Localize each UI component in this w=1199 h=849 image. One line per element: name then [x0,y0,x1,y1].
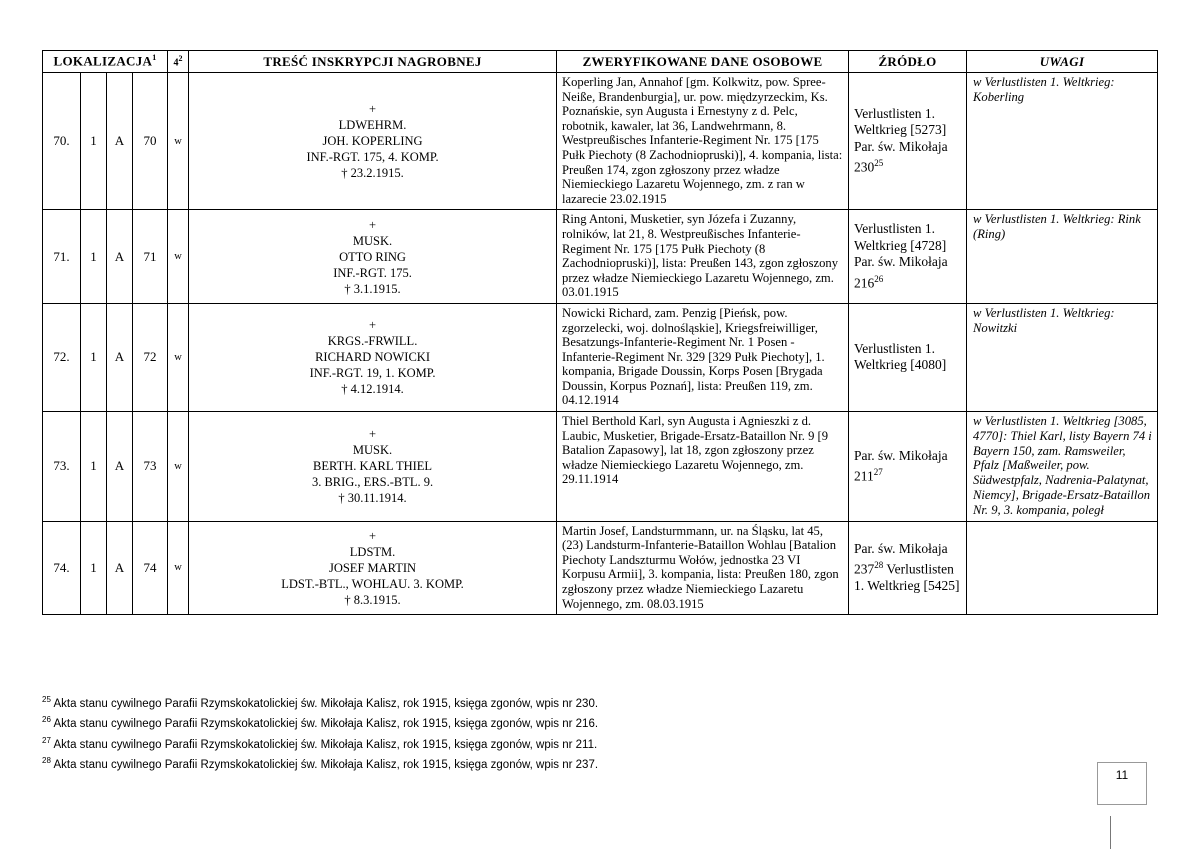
footnote-number: 28 [42,755,51,765]
header-remarks: UWAGI [967,51,1158,73]
col4-cell: w [168,521,189,615]
header-col4-label: 4 [173,57,179,69]
inscription-line: MUSK. [352,443,393,458]
inscription-line: KRGS.-FRWILL. [327,334,418,349]
header-col4 [168,51,189,73]
inscription-line: JOSEF MARTIN [328,560,417,575]
inscription-line: † 4.12.1914. [341,382,404,397]
record-number-cell: 74. [43,521,81,615]
personal-data-cell: Thiel Berthold Karl, syn Augusta i Agnieszki z d. Laubic, Musketier, Brigade-Ersatz-Bataillon Nr. 9 [9 Batalion Zapasowy], lat 18, zgon zgłoszony przez władze Niemieckiego Lazaretu Wojennego, zm. 29.11.1914 [557,412,849,522]
header-inscription: TREŚĆ INSKRYPCJI NAGROBNEJ [189,51,557,73]
inscription-line: + [369,427,377,442]
record-row [43,73,1158,210]
footnote: $^{28}$ Akta stanu cywilnego Parafii Rzymskokatolickiej św. Mikołaja Kalisz, rok 1915, księga zgonów, wpis nr 237. [42,755,599,771]
inscription-line: BERTH. KARL THIEL [313,459,433,474]
location-grave-cell: 72 [133,303,168,411]
location-cemetery-cell: 1 [81,412,107,522]
remarks-cell: w Verlustlisten 1. Weltkrieg [3085, 4770]: Thiel Karl, listy Bayern 74 i Bayern 150, zam. Ramsweiler, Pfalz [Maßweiler, pow. Südwestpfalz, Nadrenia-Palatynat, Niemcy], Brigade-Ersatz-Bataillon Nr. 9, 3. kompania, poległ [967,412,1158,522]
col4-cell: w [168,412,189,522]
footnote-ref: 26 [874,273,884,284]
col4-cell: w [168,73,189,210]
inscription-cell [189,303,557,411]
record-number-cell: 71. [43,210,81,304]
footnote-ref: 27 [873,467,883,478]
inscription-line: MUSK. [352,233,393,248]
burial-records-table [42,50,1158,615]
location-grave-cell: 73 [133,412,168,522]
remarks-cell [967,521,1158,615]
location-sector-cell: A [107,73,133,210]
inscription-line: LDST.-BTL., WOHLAU. 3. KOMP. [281,576,464,591]
source-entry: Verlustlisten 1. Weltkrieg [4728] [854,221,947,253]
inscription-line: INF.-RGT. 19, 1. KOMP. [309,366,436,381]
source-cell [849,303,967,411]
source-cell [849,412,967,522]
inscription-line: LDSTM. [349,544,396,559]
bottom-margin-line [1110,816,1111,849]
remarks-cell: w Verlustlisten 1. Weltkrieg: Rink (Ring) [967,210,1158,304]
personal-data-cell: Martin Josef, Landsturmmann, ur. na Śląsku, lat 45, (23) Landsturm-Infanterie-Bataillon Wohlau [Batalion Piechoty Landszturmu Wołów, jednostka 23 VI Korpusu Armii], 3. kompania, lista: Preußen 180, zgon zgłoszony przez władze Niemieckiego Lazaretu Wojennego, zm. 08.03.1915 [557,521,849,615]
col4-cell: w [168,303,189,411]
inscription-cell [189,210,557,304]
location-grave-cell: 74 [133,521,168,615]
personal-data-cell: Koperling Jan, Annahof [gm. Kolkwitz, pow. Spree-Neiße, Brandenburgia], ur. pow. międzyrzeckim, Ks. Poznańskie, syn Augusta i Ernestyny z d. Pelc, robotnik, kawaler, lat 36, Landwehrmann, 8. Westpreußisches Infanterie-Regiment Nr. 175 [175 Pułk Piechoty (8 Zachodniopruski)], 4. kompania, lista: Preußen 174, zgon zgłoszony przez władze Niemieckiego Lazaretu Wojennego, zm. z ran w lazarecie 23.02.1915 [557,73,849,210]
location-cemetery-cell: 1 [81,521,107,615]
record-number-cell: 72. [43,303,81,411]
inscription-cell [189,521,557,615]
source-entry: Verlustlisten 1. Weltkrieg [4080] [854,340,947,373]
footnote-number: 25 [42,695,51,704]
source-cell [849,210,967,304]
source-cell [849,521,967,615]
location-sector-cell: A [107,521,133,615]
header-personal-data: ZWERYFIKOWANE DANE OSOBOWE [557,51,849,73]
source-cell [849,73,967,210]
record-number-cell: 73. [43,412,81,522]
source-entry: Verlustlisten 1. Weltkrieg [5273] [854,105,947,138]
inscription-line: LDWEHRM. [338,118,407,133]
remarks-cell: w Verlustlisten 1. Weltkrieg: Nowitzki [967,303,1158,411]
record-row [43,303,1158,411]
source-entry: Par. św. Mikołaja 237 [854,540,948,577]
source-entry: Verlustlisten 1. Weltkrieg [5425] [854,561,960,594]
location-grave-cell: 71 [133,210,168,304]
inscription-line: + [369,318,377,333]
location-sector-cell: A [107,210,133,304]
location-cemetery-cell: 1 [81,303,107,411]
header-row [43,51,1158,73]
footnote-ref: 25 [874,158,884,169]
footnote-number: 27 [42,735,51,745]
inscription-line: INF.-RGT. 175, 4. KOMP. [306,150,439,165]
header-col4-footnote-ref: 2 [178,54,183,64]
location-grave-cell: 70 [133,73,168,210]
inscription-line: JOH. KOPERLING [322,134,423,149]
header-lokalizacja [43,51,168,73]
inscription-cell [189,73,557,210]
inscription-line: + [369,217,377,232]
source-entry: Par. św. Mikołaja 230 [854,138,948,175]
header-lokalizacja-footnote-ref: 1 [152,53,157,63]
location-cemetery-cell: 1 [81,73,107,210]
record-number-cell: 70. [43,73,81,210]
header-lokalizacja-label: LOKALIZACJA [53,53,153,69]
header-source: ŹRÓDŁO [849,51,967,73]
inscription-line: + [369,528,377,543]
page-number: 11 [1115,768,1129,782]
footnote-number: 26 [42,715,51,725]
inscription-line: † 23.2.1915. [341,166,404,181]
page-number-box [1097,762,1147,805]
source-entry: Par. św. Mikołaja 211 [854,447,948,484]
footnote: $^{27}$ Akta stanu cywilnego Parafii Rzymskokatolickiej św. Mikołaja Kalisz, rok 1915, księga zgonów, wpis nr 211. [42,735,598,751]
inscription-line: INF.-RGT. 175. [333,265,412,280]
location-sector-cell: A [107,412,133,522]
footnote-ref: 28 [874,560,884,571]
footnote: $^{25}$ Akta stanu cywilnego Parafii Rzymskokatolickiej św. Mikołaja Kalisz, rok 1915, księga zgonów, wpis nr 230. [42,695,599,710]
col4-cell: w [168,210,189,304]
remarks-cell: w Verlustlisten 1. Weltkrieg: Koberling [967,73,1158,210]
inscription-line: RICHARD NOWICKI [315,350,430,365]
inscription-line: + [369,102,377,117]
source-entry: Par. św. Mikołaja 216 [854,254,948,291]
personal-data-cell: Nowicki Richard, zam. Penzig [Pieńsk, pow. zgorzelecki, woj. dolnośląskie], Kriegsfreiwilliger, Besatzungs-Infanterie-Regiment Nr. 1 Posen - Infanterie-Regiment Nr. 329 [329 Pułk Piechoty], 1. kompania, Brigade Doussin, Korps Posen [Brygada Doussin, Korpus Poznań], lista: Preußen 119, zm. 04.12.1914 [557,303,849,411]
location-sector-cell: A [107,303,133,411]
record-row [43,521,1158,615]
inscription-line: † 30.11.1914. [338,491,407,506]
record-row [43,412,1158,522]
location-cemetery-cell: 1 [81,210,107,304]
inscription-line: † 3.1.1915. [344,281,401,296]
inscription-line: OTTO RING [339,249,406,264]
inscription-line: † 8.3.1915. [344,592,401,607]
inscription-line: 3. BRIG., ERS.-BTL. 9. [311,475,434,490]
record-row [43,210,1158,304]
footnotes-section [42,692,942,773]
footnote: $^{26}$ Akta stanu cywilnego Parafii Rzymskokatolickiej św. Mikołaja Kalisz, rok 1915, księga zgonów, wpis nr 216. [42,715,599,731]
inscription-cell [189,412,557,522]
personal-data-cell: Ring Antoni, Musketier, syn Józefa i Zuzanny, rolników, lat 21, 8. Westpreußisches Infanterie-Regiment Nr. 175 [175 Pułk Piechoty (8 Zachodniopruski)], lista: Preußen 143, zgon zgłoszony przez władze Niemieckiego Lazaretu Wojennego, zm. 03.01.1915 [557,210,849,304]
